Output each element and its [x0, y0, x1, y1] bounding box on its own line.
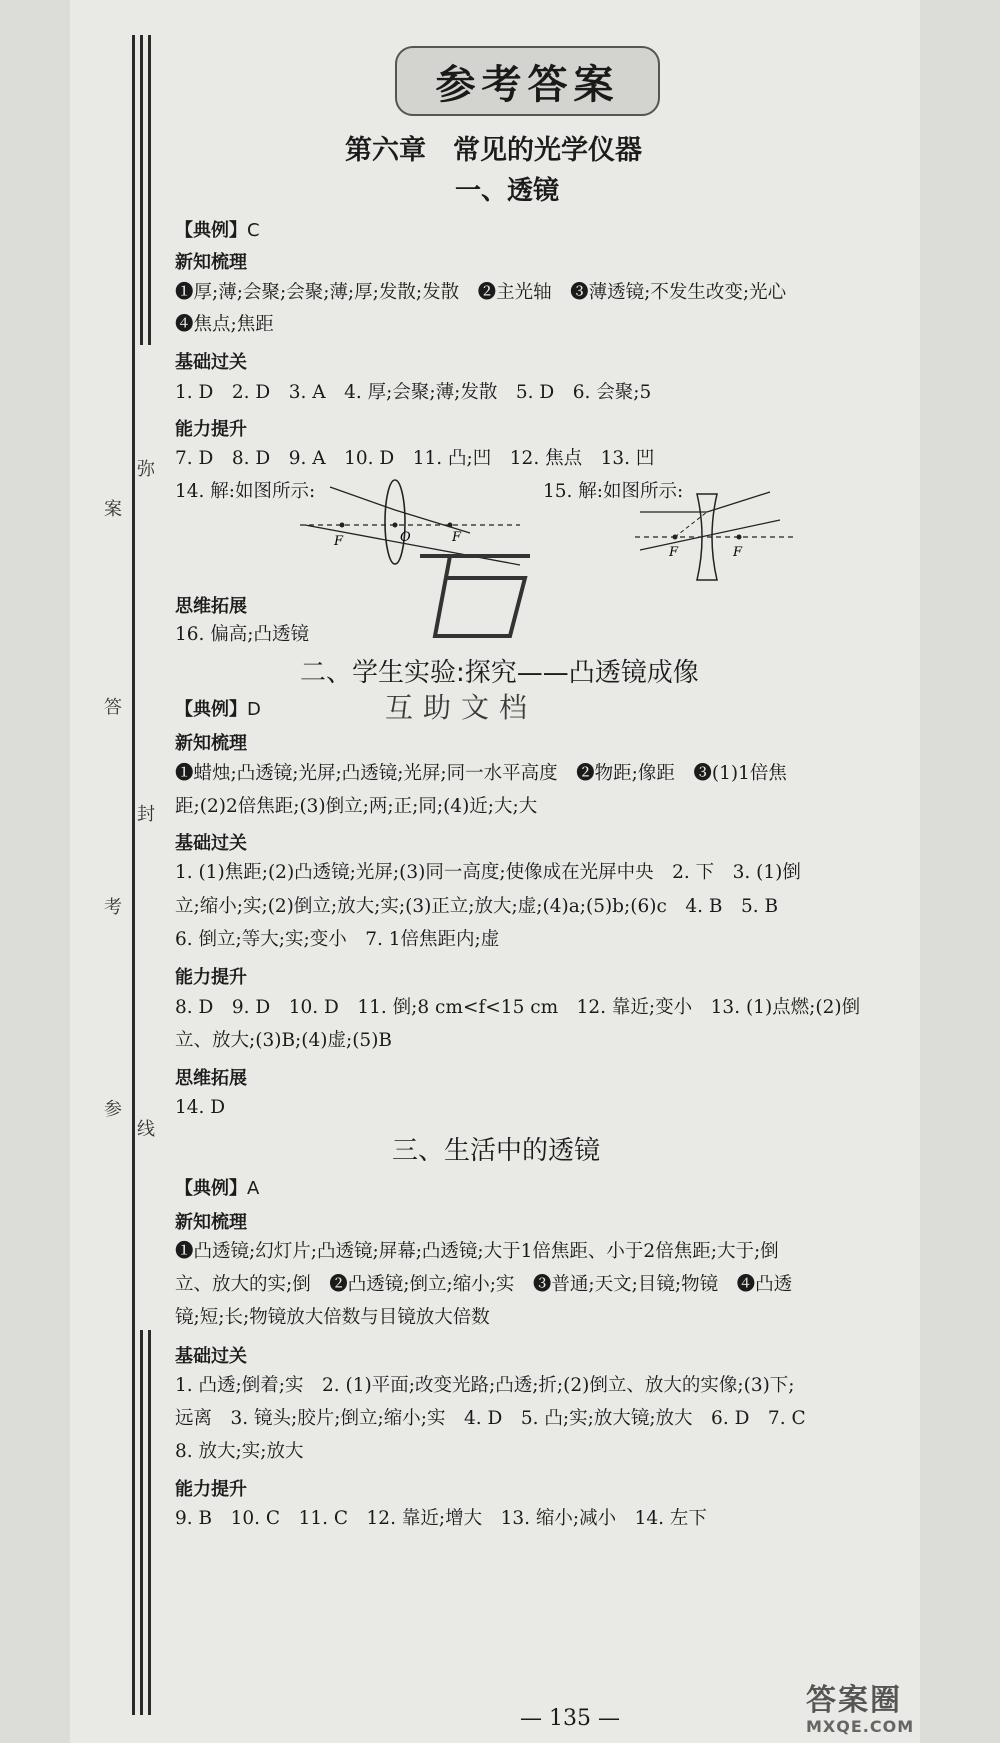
answer-line: ❶凸透镜;幻灯片;凸透镜;屏幕;凸透镜;大于1倍焦距、小于2倍焦距;大于;倒 — [175, 1241, 779, 1262]
margin-char: 线 — [137, 1119, 155, 1140]
convex-lens — [385, 480, 405, 564]
center-label: O — [400, 530, 411, 545]
label-nengli: 能力提升 — [175, 419, 247, 440]
focus-point — [340, 523, 345, 528]
answer-line: 8. D 9. D 10. D 11. 倒;8 cm<f<15 cm 12. 靠近;变小 13. (1)点燃;(2)倒 — [175, 997, 861, 1018]
label-xinzhi: 新知梳理 — [175, 252, 247, 273]
label-xinzhi: 新知梳理 — [175, 1212, 247, 1233]
answer-line: 14. 解:如图所示: — [175, 481, 316, 502]
focus-label: F — [452, 530, 462, 545]
answer-line: 1. 凸透;倒着;实 2. (1)平面;改变光路;凸透;折;(2)倒立、放大的实像;(3)下; — [175, 1375, 795, 1396]
margin-char: 案 — [104, 499, 122, 520]
binding-rule — [140, 1330, 143, 1715]
section-title: 二、学生实验:探究——凸透镜成像 — [300, 658, 699, 688]
label-jichu: 基础过关 — [175, 1346, 247, 1367]
focus-point — [737, 535, 742, 540]
concave-lens-diagram — [635, 490, 795, 585]
focus-label: F — [733, 545, 743, 560]
answer-line: 9. B 10. C 11. C 12. 靠近;增大 13. 缩小;减小 14. 左下 — [175, 1508, 707, 1529]
answer-line: ❶厚;薄;会聚;会聚;薄;厚;发散;发散 ❷主光轴 ❸薄透镜;不发生改变;光心 — [175, 282, 787, 303]
banner-text: 参考答案 — [435, 61, 620, 108]
incident-ray — [330, 487, 395, 510]
margin-char: 参 — [104, 1099, 122, 1120]
label-nengli: 能力提升 — [175, 967, 247, 988]
label-jichu: 基础过关 — [175, 352, 247, 373]
example-label: 【典例】C — [175, 220, 260, 241]
section-title: 一、透镜 — [455, 176, 560, 206]
answer-line: 8. 放大;实;放大 — [175, 1441, 304, 1462]
answer-line: 镜;短;长;物镜放大倍数与目镜放大倍数 — [175, 1307, 490, 1328]
answer-line: 15. 解:如图所示: — [543, 481, 684, 502]
example-label: 【典例】D — [175, 699, 261, 720]
answer-line: 距;(2)2倍焦距;(3)倒立;两;正;同;(4)近;大;大 — [175, 796, 538, 817]
label-xinzhi: 新知梳理 — [175, 733, 247, 754]
watermark-shape — [415, 548, 545, 643]
focus-point — [673, 535, 678, 540]
answer-line: 6. 倒立;等大;实;变小 7. 1倍焦距内;虚 — [175, 929, 500, 950]
answer-line: 16. 偏高;凸透镜 — [175, 624, 310, 645]
example-label: 【典例】A — [175, 1178, 260, 1199]
answer-line: 7. D 8. D 9. A 10. D 11. 凸;凹 12. 焦点 13. 凹 — [175, 448, 655, 469]
margin-char: 弥 — [137, 459, 155, 480]
label-siwei: 思维拓展 — [175, 596, 247, 617]
ray-to-focus — [640, 520, 780, 550]
margin-char: 考 — [104, 897, 122, 918]
binding-rule — [140, 35, 143, 345]
answer-line: ❹焦点;焦距 — [175, 314, 274, 335]
label-jichu: 基础过关 — [175, 833, 247, 854]
answer-line: 1. D 2. D 3. A 4. 厚;会聚;薄;发散 5. D 6. 会聚;5 — [175, 382, 652, 403]
focus-label: F — [334, 534, 344, 549]
focus-label: F — [669, 545, 679, 560]
page-number: — 135 — — [520, 1706, 620, 1731]
logo-text: 答案圈 — [806, 1683, 902, 1718]
answer-line: 立、放大的实;倒 ❷凸透镜;倒立;缩小;实 ❸普通;天文;目镜;物镜 ❹凸透 — [175, 1274, 793, 1295]
answer-line: 立;缩小;实;(2)倒立;放大;实;(3)正立;放大;虚;(4)a;(5)b;(6)c 4. B 5. B — [175, 896, 779, 917]
label-siwei: 思维拓展 — [175, 1068, 247, 1089]
answer-banner — [395, 46, 660, 116]
watermark-text: 互助文档 — [385, 691, 538, 724]
binding-rule — [148, 1330, 151, 1715]
optical-center — [393, 523, 398, 528]
answer-line: 远离 3. 镜头;胶片;倒立;缩小;实 4. D 5. 凸;实;放大镜;放大 6. D 7. C — [175, 1408, 806, 1429]
answer-line: ❶蜡烛;凸透镜;光屏;凸透镜;光屏;同一水平高度 ❷物距;像距 ❸(1)1倍焦 — [175, 763, 787, 784]
binding-rule — [132, 35, 135, 1715]
answer-line: 1. (1)焦距;(2)凸透镜;光屏;(3)同一高度;使像成在光屏中央 2. 下 3. (1)倒 — [175, 862, 801, 883]
label-nengli: 能力提升 — [175, 1479, 247, 1500]
focus-point — [448, 523, 453, 528]
section-title: 三、生活中的透镜 — [392, 1136, 601, 1166]
binding-rule — [148, 35, 151, 345]
margin-char: 答 — [104, 697, 122, 718]
site-logo — [806, 1685, 996, 1740]
margin-char: 封 — [137, 804, 155, 825]
answer-line: 14. D — [175, 1097, 226, 1118]
logo-url: MXQE.COM — [806, 1717, 915, 1736]
answer-line: 立、放大;(3)B;(4)虚;(5)B — [175, 1030, 393, 1051]
chapter-title: 第六章 常见的光学仪器 — [345, 135, 642, 166]
